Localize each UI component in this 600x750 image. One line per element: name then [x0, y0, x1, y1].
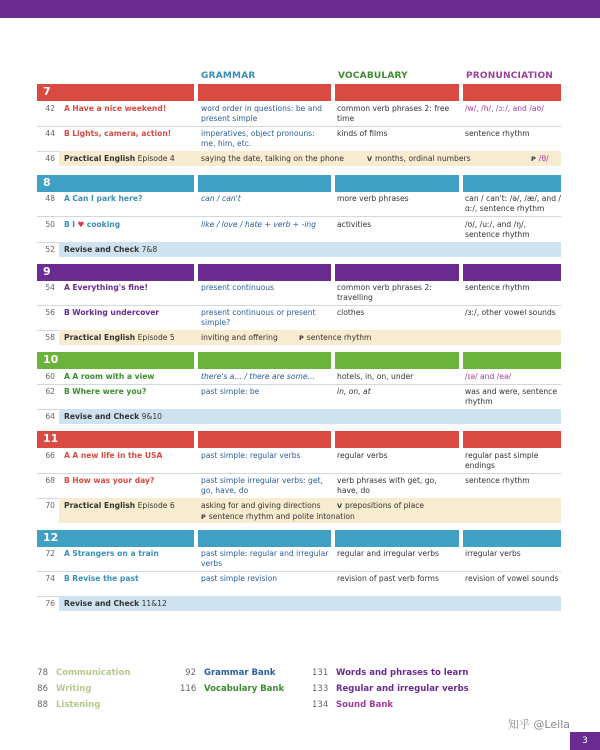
lesson-row[interactable]: 74 B Revise the past past simple revision revision of past verb forms revision of vowel sounds	[37, 574, 561, 597]
footer-link-vocabulary-bank[interactable]: 116 Vocabulary Bank	[180, 684, 285, 694]
grammar-header: GRAMMAR	[201, 71, 256, 81]
lesson-row[interactable]: 44 B Lights, camera, action! imperatives, object pronouns: me, him, etc. kinds of films sentence rhythm	[37, 129, 561, 152]
footer-link-listening[interactable]: 88 Listening	[37, 700, 101, 710]
heart-icon: ♥	[77, 220, 85, 229]
lesson-row[interactable]: 54 A Everything's fine! present continuous common verb phrases 2: travelling sentence rhythm	[37, 283, 561, 306]
pronunciation-header: PRONUNCIATION	[466, 71, 554, 81]
footer-link-writing[interactable]: 86 Writing	[37, 684, 92, 694]
footer-link-sound-bank[interactable]: 134 Sound Bank	[312, 700, 394, 710]
lesson-row[interactable]: 62 B Where were you? past simple: be in, on, at was and were, sentence rhythm	[37, 387, 561, 410]
unit-7-bar	[37, 84, 561, 101]
lesson-row[interactable]: 48 A Can I park here? can / can't more verb phrases can / can't: /ə/, /æ/, and /ɑː/, sentence rhythm	[37, 194, 561, 217]
watermark: 知乎 @Leila	[507, 718, 570, 731]
unit-10-bar: 10	[37, 352, 561, 369]
lesson-row[interactable]: 72 A Strangers on a train past simple: regular and irregular verbs regular and irregular verbs irregular verbs	[37, 549, 561, 572]
unit-11-bar: 11	[37, 431, 561, 448]
lesson-row[interactable]: 66 A A new life in the USA past simple: regular verbs regular verbs regular past simple endings	[37, 451, 561, 474]
footer-link-verbs[interactable]: 133 Regular and irregular verbs	[312, 684, 469, 694]
lesson-row[interactable]: 56 B Working undercover present continuous or present simple? clothes /ɜː/, other vowel sounds	[37, 308, 561, 331]
unit-9-bar: 9	[37, 264, 561, 281]
unit-8-bar: 8	[37, 175, 561, 192]
lesson-row[interactable]: 42 A Have a nice weekend! word order in questions: be and present simple common verb phrases 2: free time /w/, /h/, /ɔː/, and /aʊ/	[37, 104, 561, 127]
lesson-row[interactable]: 60 A A room with a view there's a… / there are some… hotels, in, on, under /ɪə/ and /eə/	[37, 372, 561, 385]
lesson-row[interactable]: 68 B How was your day? past simple irregular verbs: get, go, have, do verb phrases with get, go, have, do sentence rhythm	[37, 476, 561, 499]
page-number: 3	[570, 732, 600, 750]
top-color-bar	[0, 0, 600, 18]
vocabulary-header: VOCABULARY	[338, 71, 408, 81]
practical-english-row[interactable]: 70 Practical English Episode 6 asking for and giving directions V prepositions of place P sentence rhythm and polite intonation	[45, 501, 425, 521]
unit-number: 7	[43, 85, 51, 98]
footer-link-communication[interactable]: 78 Communication	[37, 668, 131, 678]
footer-link-words-phrases[interactable]: 131 Words and phrases to learn	[312, 668, 469, 678]
footer-link-grammar-bank[interactable]: 92 Grammar Bank	[185, 668, 276, 678]
unit-12-bar: 12	[37, 530, 561, 547]
lesson-row[interactable]: 50 B I ♥ cooking like / love / hate + verb + -ing activities /ʊ/, /uː/, and /ŋ/, sentence rhythm	[37, 220, 561, 243]
